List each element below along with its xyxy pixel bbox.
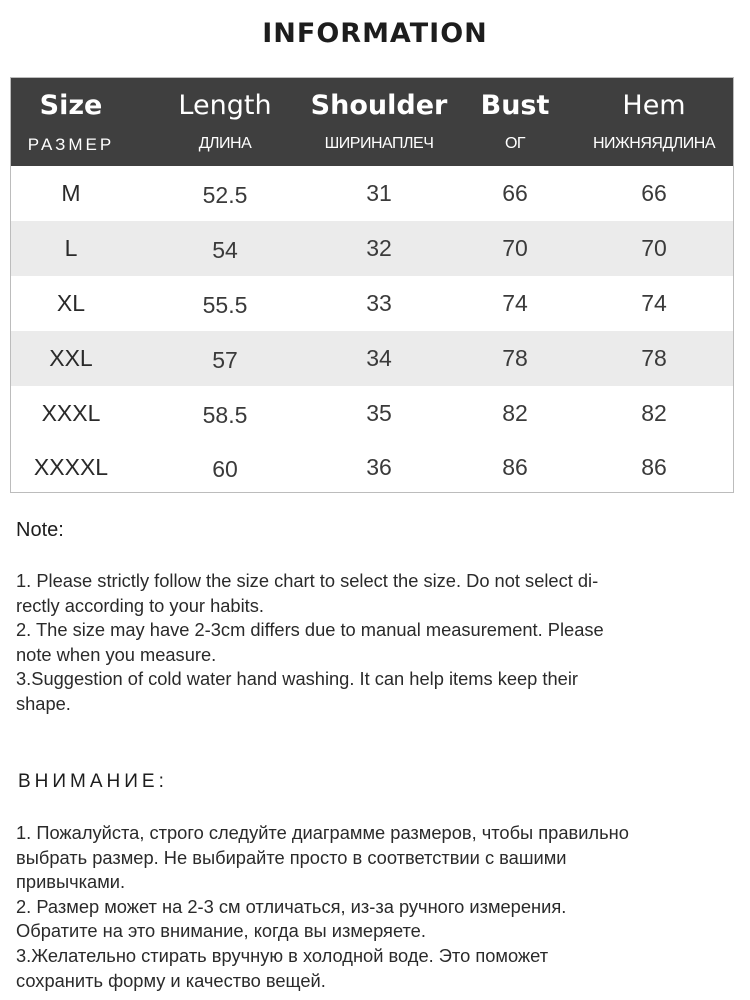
cell-bust: 86	[502, 454, 528, 480]
cell-length: 54	[212, 237, 238, 263]
cell-shoulder: 31	[366, 180, 392, 206]
note-text	[16, 569, 736, 717]
cell-size: XXL	[49, 345, 93, 371]
cell-hem: 82	[641, 400, 667, 426]
header-hem-label-ru: НИЖНЯЯДЛИНА	[592, 135, 716, 152]
cell-hem: 66	[641, 180, 667, 206]
cell-bust: 66	[502, 180, 528, 206]
ru-note-line: 3.Желательно стирать вручную в холодной воде. Это поможет	[16, 944, 549, 966]
cell-hem: 86	[641, 454, 667, 480]
cell-size: XXXXL	[33, 454, 109, 480]
table-row	[11, 331, 733, 386]
cell-size: XXXL	[41, 400, 101, 426]
cell-shoulder: 36	[366, 454, 392, 480]
header-hem-label: Hem	[622, 90, 686, 121]
header-size	[11, 78, 131, 166]
header-length	[147, 78, 303, 166]
note-line: 3.Suggestion of cold water hand washing. It can help items keep their	[16, 668, 578, 690]
note-line: 1. Please strictly follow the size chart to select the size. Do not select di-	[16, 570, 599, 591]
table-row	[11, 440, 733, 495]
table-row	[11, 166, 733, 221]
cell-length: 52.5	[202, 182, 248, 208]
header-length-label-ru: ДЛИНА	[198, 135, 252, 152]
cell-size: L	[64, 235, 78, 261]
header-hem	[581, 78, 727, 166]
cell-bust: 74	[502, 290, 528, 316]
table-header	[11, 78, 733, 166]
note-heading: Note:	[16, 519, 64, 541]
table-row	[11, 221, 733, 276]
header-bust-label-ru: ОГ	[504, 135, 526, 152]
cell-bust: 82	[502, 400, 528, 426]
ru-note-heading: ВНИМАНИЕ:	[18, 771, 168, 792]
cell-hem: 78	[641, 345, 667, 371]
cell-size: M	[61, 180, 81, 206]
cell-bust: 70	[502, 235, 528, 261]
cell-hem: 70	[641, 235, 667, 261]
page-title: INFORMATION	[262, 18, 488, 49]
header-bust-label: Bust	[480, 90, 550, 121]
ru-note-line: привычками.	[16, 871, 126, 893]
table-row	[11, 386, 733, 441]
cell-bust: 78	[502, 345, 528, 371]
note-line: rectly according to your habits.	[16, 594, 264, 616]
cell-shoulder: 32	[366, 235, 392, 261]
header-shoulder-label: Shoulder	[310, 90, 448, 121]
ru-note-line: 1. Пожалуйста, строго следуйте диаграмме размеров, чтобы правильно	[16, 822, 629, 843]
header-size-label-ru: РАЗМЕР	[27, 135, 115, 154]
cell-length: 58.5	[202, 402, 248, 428]
cell-shoulder: 34	[366, 345, 392, 371]
note-line: 2. The size may have 2-3cm differs due to manual measurement. Please	[16, 619, 604, 641]
cell-length: 55.5	[202, 292, 248, 318]
ru-note-line: Обратите на это внимание, когда вы измеряете.	[16, 920, 426, 942]
size-chart-table	[10, 77, 734, 493]
header-size-label: Size	[39, 90, 103, 121]
cell-length: 57	[212, 347, 238, 373]
cell-size: XL	[56, 290, 86, 316]
header-bust	[455, 78, 575, 166]
ru-note-text	[16, 821, 736, 993]
header-shoulder	[301, 78, 457, 166]
cell-length: 60	[212, 456, 238, 482]
ru-note-line: сохранить форму и качество вещей.	[16, 969, 326, 991]
header-length-label: Length	[178, 90, 272, 121]
note-line: shape.	[16, 692, 71, 714]
ru-note-line: выбрать размер. Не выбирайте просто в соответствии с вашими	[16, 846, 567, 868]
cell-shoulder: 35	[366, 400, 392, 426]
cell-shoulder: 33	[366, 290, 392, 316]
table-row	[11, 276, 733, 331]
header-shoulder-label-ru: ШИРИНАПЛЕЧ	[324, 135, 434, 152]
cell-hem: 74	[641, 290, 667, 316]
ru-note-line: 2. Размер может на 2-3 см отличаться, из-за ручного измерения.	[16, 895, 567, 917]
note-line: note when you measure.	[16, 643, 217, 665]
